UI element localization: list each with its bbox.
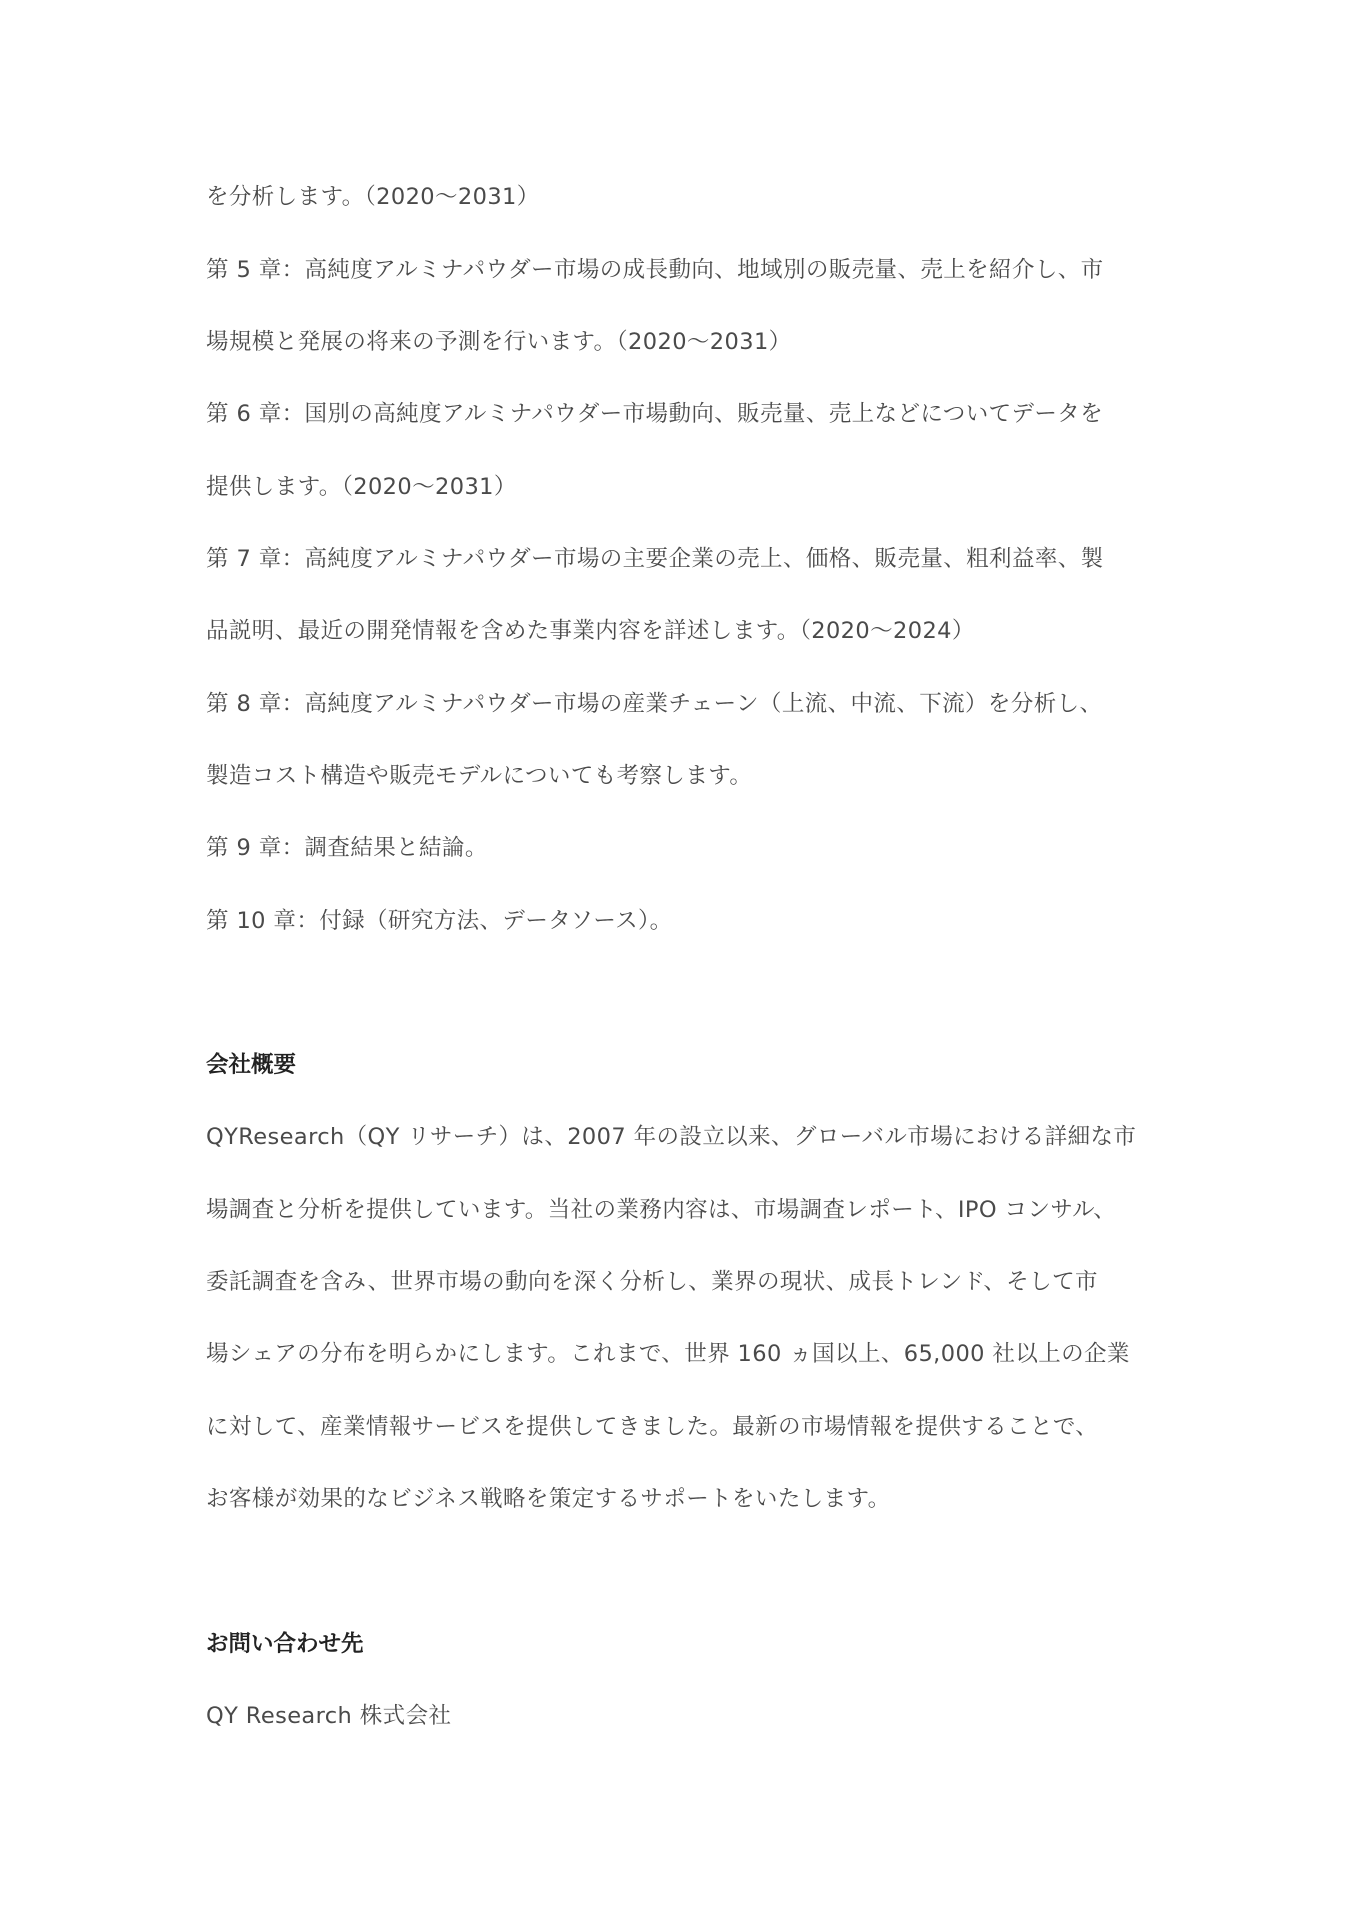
company-text-line: 場シェアの分布を明らかにします。これまで、世界 160 ヵ国以上、65,000 社以上の企業 xyxy=(206,1341,1130,1367)
company-text-line: 場調査と分析を提供しています。当社の業務内容は、市場調査レポート、IPO コンサル、 xyxy=(206,1197,1117,1223)
chapter-text-line: 場規模と発展の将来の予測を行います。（2020～2031） xyxy=(206,329,792,355)
company-text-line: 委託調査を含み、世界市場の動向を深く分析し、業界の現状、成長トレンド、そして市 xyxy=(206,1269,1098,1295)
chapter-text-line: 製造コスト構造や販売モデルについても考察します。 xyxy=(206,763,753,789)
contact-heading: お問い合わせ先 xyxy=(206,1631,364,1657)
company-text-line: お客様が効果的なビジネス戦略を策定するサポートをいたします。 xyxy=(206,1486,891,1512)
chapter-9-line: 第 9 章：調査結果と結論。 xyxy=(206,835,488,861)
chapter-text-line: を分析します。（2020～2031） xyxy=(206,184,540,210)
company-text-line: に対して、産業情報サービスを提供してきました。最新の市場情報を提供することで、 xyxy=(206,1414,1099,1440)
contact-company-name: QY Research 株式会社 xyxy=(206,1703,452,1729)
chapter-10-line: 第 10 章：付録（研究方法、データソース）。 xyxy=(206,908,673,934)
chapter-7-line: 第 7 章：高純度アルミナパウダー市場の主要企業の売上、価格、販売量、粗利益率、製 xyxy=(206,546,1104,572)
chapter-8-line: 第 8 章：高純度アルミナパウダー市場の産業チェーン（上流、中流、下流）を分析し、 xyxy=(206,691,1103,717)
company-overview-heading: 会社概要 xyxy=(206,1052,297,1078)
chapter-6-line: 第 6 章：国別の高純度アルミナパウダー市場動向、販売量、売上などについてデータを xyxy=(206,401,1104,427)
chapter-text-line: 品説明、最近の開発情報を含めた事業内容を詳述します。（2020～2024） xyxy=(206,618,975,644)
company-text-line: QYResearch（QY リサーチ）は、2007 年の設立以来、グローバル市場における詳細な市 xyxy=(206,1124,1137,1150)
chapter-5-line: 第 5 章：高純度アルミナパウダー市場の成長動向、地域別の販売量、売上を紹介し、市 xyxy=(206,257,1104,283)
chapter-text-line: 提供します。（2020～2031） xyxy=(206,474,517,500)
